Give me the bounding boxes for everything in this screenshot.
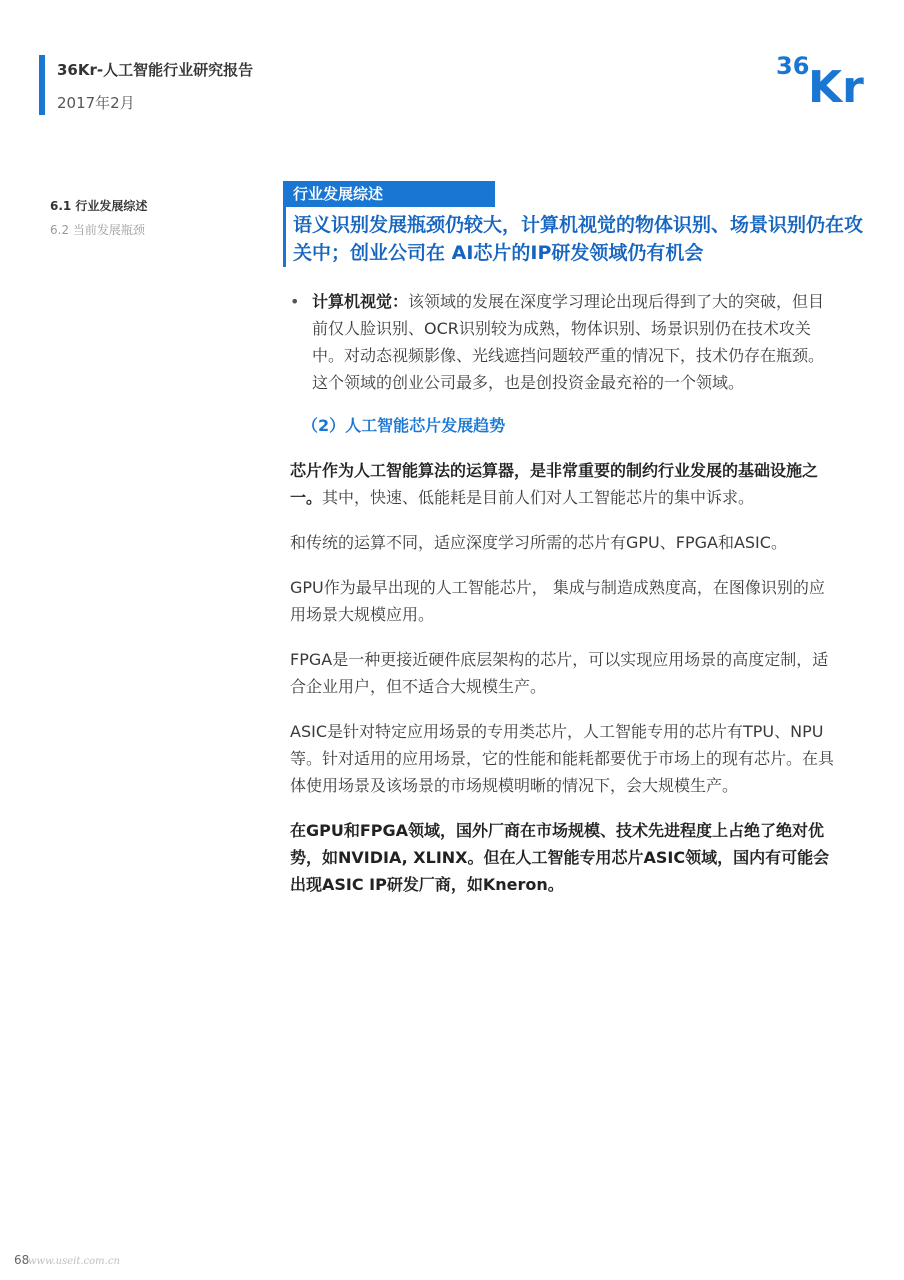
section-nav: [50, 194, 147, 242]
bullet-label: 计算机视觉：: [312, 292, 409, 311]
paragraph-chip-types: 和传统的运算不同，适应深度学习所需的芯片有GPU、FPGA和ASIC。: [290, 533, 787, 552]
bullet-text: 该领域的发展在深度学习理论出现后得到了大的突破，但目前仅人脸识别、OCR识别较为成熟，物体识别、场景识别仍在技术攻关中。对动态视频影像、光线遮挡问题较严重的情况下，技术仍存在瓶颈。这个领域的创业公司最多，也是创投资金最充裕的一个领域。: [312, 292, 825, 392]
report-date: 2017年2月: [57, 94, 135, 112]
main-content: [290, 288, 836, 898]
paragraph-chip-infrastructure: [290, 457, 836, 511]
paragraph-gpu: GPU作为最早出现的人工智能芯片， 集成与制造成熟度高，在图像识别的应用场景大规模应用。: [290, 578, 825, 624]
watermark: www.useit.com.cn: [28, 1256, 120, 1267]
paragraph-asic: ASIC是针对特定应用场景的专用类芯片，人工智能专用的芯片有TPU、NPU等。针对适用的应用场景，它的性能和能耗都要优于市场上的现有芯片。在具体使用场景及该场景的市场规模明晰的情况下，会大规模生产。: [290, 722, 835, 795]
headline-accent-line: [283, 181, 286, 267]
paragraph-fpga: FPGA是一种更接近硬件底层架构的芯片，可以实现应用场景的高度定制，适合企业用户，但不适合大规模生产。: [290, 650, 829, 696]
36kr-logo: [774, 48, 874, 108]
paragraph-market-summary: 在GPU和FPGA领域，国外厂商在市场规模、技术先进程度上占绝了绝对优势，如NVIDIA, XLINX。但在人工智能专用芯片ASIC领域，国内有可能会出现ASIC IP研发厂商，如Kneron。: [290, 821, 830, 894]
bullet-computer-vision: [290, 288, 836, 396]
section-tag: 行业发展综述: [283, 181, 495, 207]
section-headline: 语义识别发展瓶颈仍较大，计算机视觉的物体识别、场景识别仍在攻关中；创业公司在 AI芯片的IP研发领域仍有机会: [293, 214, 864, 264]
header-accent-bar: [39, 55, 45, 115]
logo-36-text: 36: [776, 52, 810, 80]
page-number: 68: [14, 1253, 30, 1267]
nav-item-industry-overview[interactable]: 6.1 行业发展综述: [50, 199, 148, 213]
subheading-ai-chip-trends: （2）人工智能芯片发展趋势: [302, 416, 506, 435]
bullet-dot-icon: •: [290, 292, 300, 311]
nav-item-bottlenecks[interactable]: 6.2 当前发展瓶颈: [50, 223, 145, 237]
paragraph-rest: 其中，快速、低能耗是目前人们对人工智能芯片的集中诉求。: [322, 488, 755, 507]
report-title: 36Kr-人工智能行业研究报告: [57, 61, 254, 79]
logo-kr-text: Kr: [808, 62, 864, 108]
paragraph-lead: 芯片作为人工智能算法的运算器，是非常重要的制约行业发展的基础设施之一。: [290, 461, 819, 507]
